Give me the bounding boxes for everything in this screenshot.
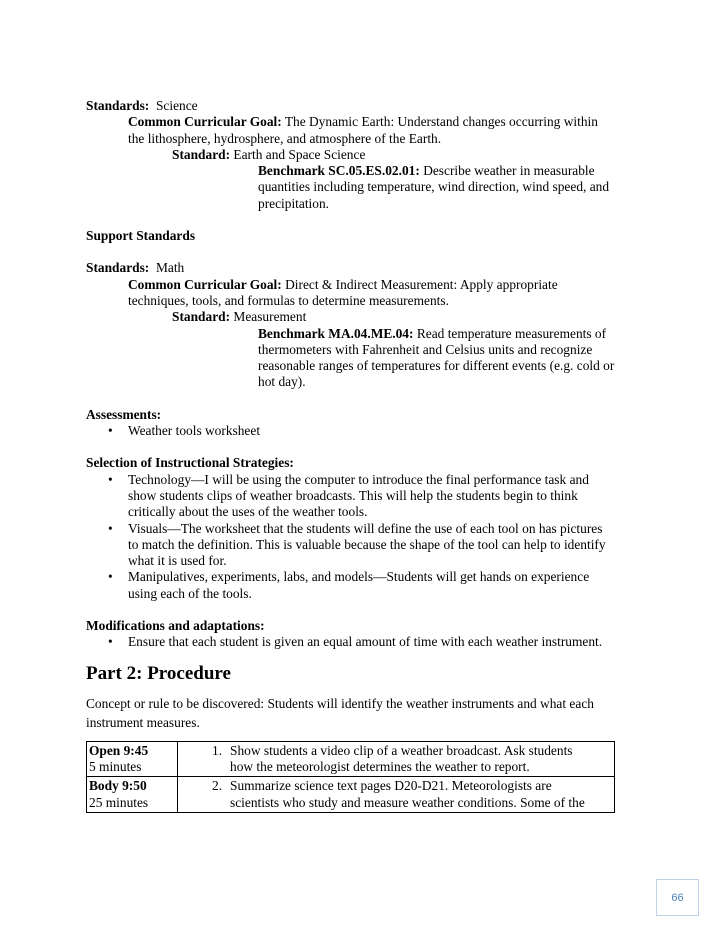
table-cell-step: 1. Show students a video clip of a weather broadcast. Ask students how the meteorologist determines the weather to report. [178, 741, 615, 777]
science-standard-line: Standard: Earth and Space Science [172, 146, 366, 162]
science-goal-line-2: the lithosphere, hydrosphere, and atmosphere of the Earth. [128, 130, 442, 146]
modifications-heading: Modifications and adaptations: [86, 618, 265, 634]
goal-label: Common Curricular Goal: [128, 114, 282, 130]
math-standards-line [86, 260, 646, 276]
table-cell-time: Open 9:45 5 minutes [87, 741, 178, 777]
strategies-list [86, 472, 646, 602]
benchmark-label: Benchmark MA.04.ME.04: [258, 325, 414, 341]
science-benchmark-line-3: precipitation. [258, 195, 330, 211]
math-standard-line: Standard: Measurement [172, 309, 307, 325]
assessments-heading: Assessments: [86, 406, 162, 422]
science-standards-line [86, 98, 646, 114]
standard-label: Standard: [172, 309, 231, 325]
table-row [87, 741, 615, 777]
list-item: • Visuals—The worksheet that the students will define the use of each tool on has pictures to match the definition. This is valuable because the shape of the tool can help to identify what it is used for. [108, 520, 606, 569]
standards-subject: Math [155, 260, 185, 276]
list-item: • Ensure that each student is given an equal amount of time with each weather instrument. [108, 634, 603, 650]
bullet-icon: • [108, 634, 113, 650]
list-item: • Technology—I will be using the computer to introduce the final performance task and show students clips of weather broadcasts. This will help the students begin to think critically about the uses of the weather tools. [108, 471, 589, 520]
page-number: 66 [656, 879, 699, 916]
standards-subject: Science [155, 98, 198, 113]
list-item: • Weather tools worksheet [108, 423, 261, 439]
math-benchmark-line-4: hot day). [258, 374, 306, 390]
science-goal-line-1: Common Curricular Goal: The Dynamic Earth: Understand changes occurring within [128, 114, 598, 130]
bullet-icon: • [108, 423, 113, 439]
bullet-icon: • [108, 520, 113, 536]
list-item: • Manipulatives, experiments, labs, and models—Students will get hands on experience using each of the tools. [108, 569, 590, 601]
table-cell-step: 2. Summarize science text pages D20-D21. Meteorologists are scientists who study and measure weather conditions. Some of the [178, 777, 615, 813]
benchmark-label: Benchmark SC.05.ES.02.01: [258, 163, 420, 179]
part2-heading: Part 2: Procedure [86, 662, 231, 684]
bullet-icon: • [108, 471, 113, 487]
bullet-icon: • [108, 569, 113, 585]
math-benchmark-line-1: Benchmark MA.04.ME.04: Read temperature measurements of [258, 325, 607, 341]
standards-label: Standards: [86, 260, 150, 276]
math-benchmark-line-2: thermometers with Fahrenheit and Celsius units and recognize [258, 341, 593, 357]
goal-label: Common Curricular Goal: [128, 276, 282, 292]
support-standards-heading: Support Standards [86, 228, 196, 244]
science-benchmark-line-1: Benchmark SC.05.ES.02.01: Describe weather in measurable [258, 163, 595, 179]
standard-label: Standard: [172, 146, 231, 162]
table-cell-time: Body 9:50 25 minutes [87, 777, 178, 813]
table-row [87, 777, 615, 813]
assessments-list [86, 423, 646, 439]
concept-paragraph: Concept or rule to be discovered: Students will identify the weather instruments and what each instrument measures. [86, 695, 594, 730]
procedure-table [86, 741, 615, 813]
science-benchmark-line-2: quantities including temperature, wind direction, wind speed, and [258, 179, 610, 195]
standards-label: Standards: [86, 98, 150, 113]
modifications-list [86, 634, 646, 650]
document-body [86, 98, 646, 813]
math-benchmark-line-3: reasonable ranges of temperatures for different events (e.g. cold or [258, 358, 615, 374]
math-goal-line-1: Common Curricular Goal: Direct & Indirect Measurement: Apply appropriate [128, 276, 558, 292]
math-goal-line-2: techniques, tools, and formulas to determine measurements. [128, 292, 449, 308]
strategies-heading: Selection of Instructional Strategies: [86, 455, 294, 471]
